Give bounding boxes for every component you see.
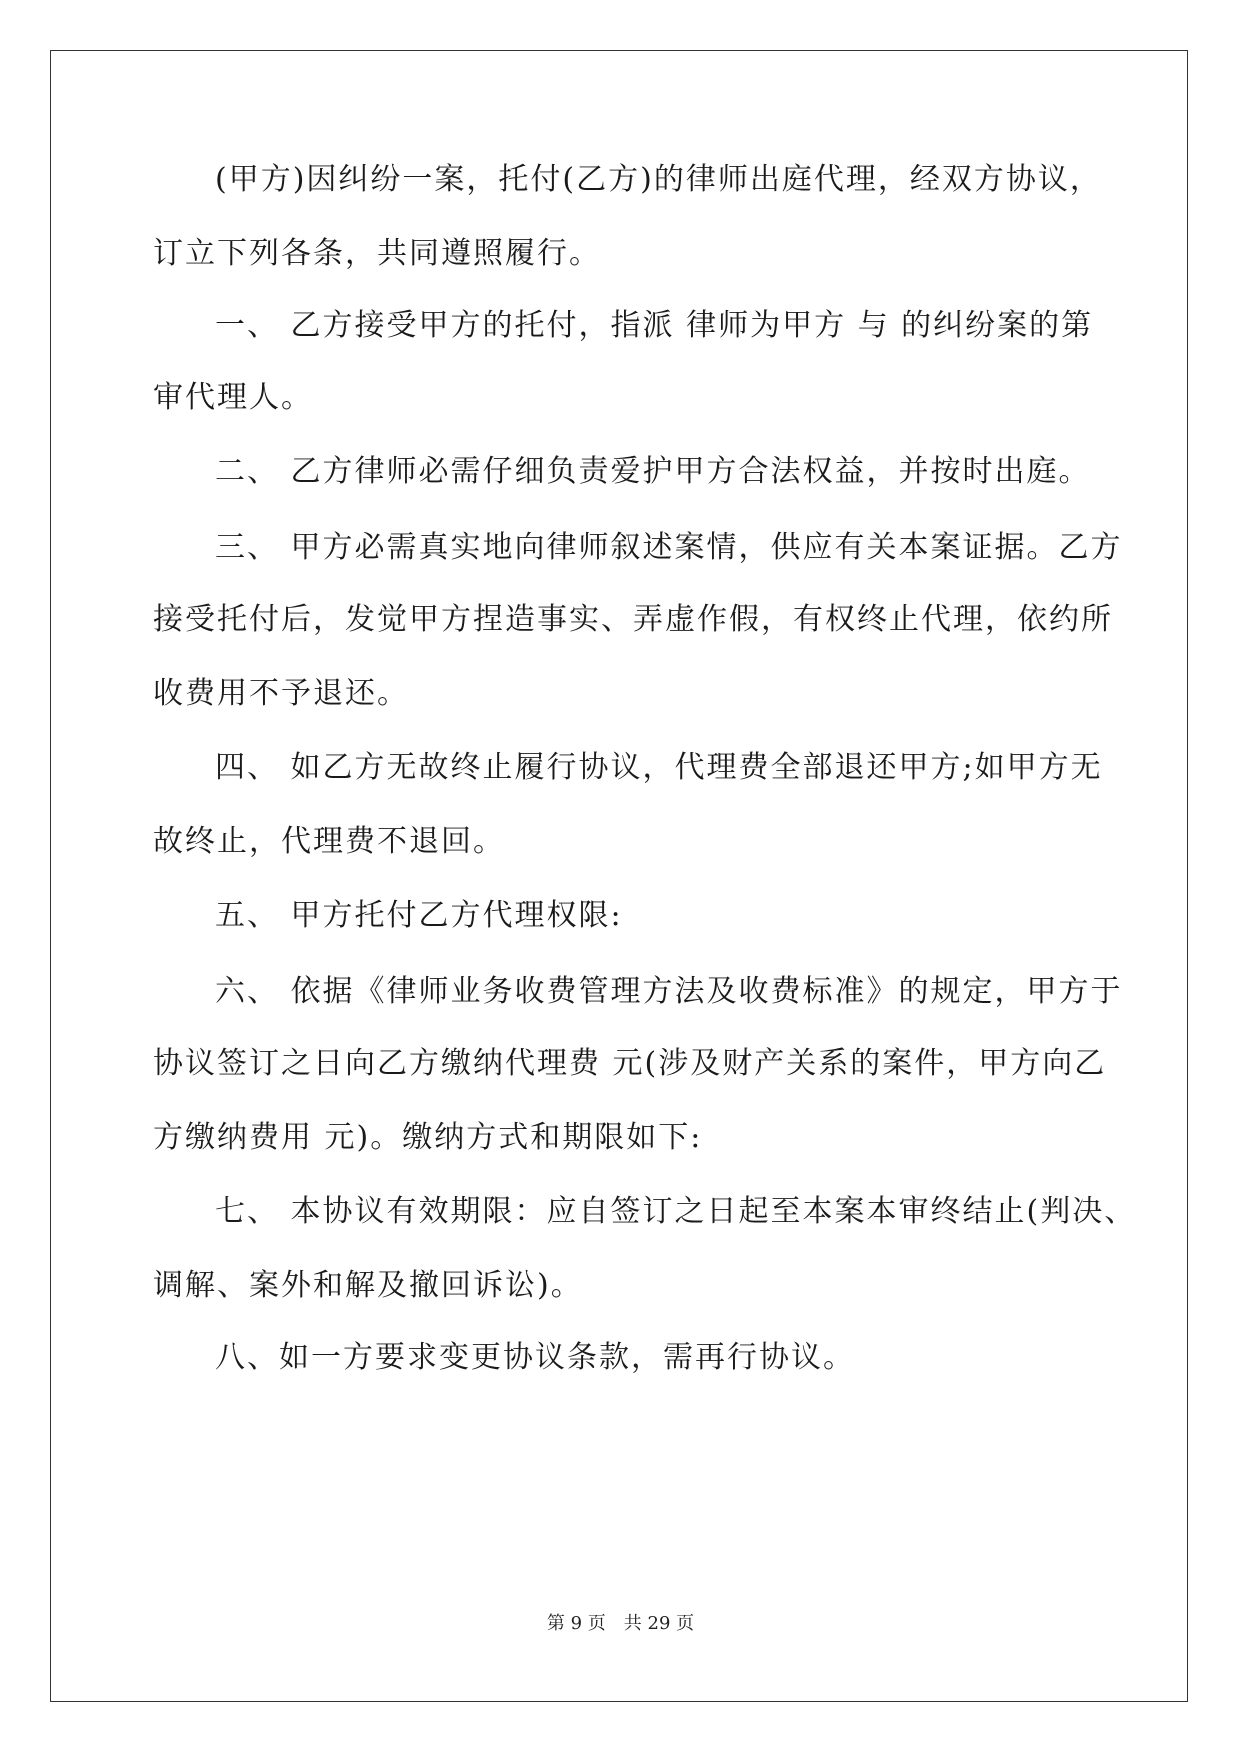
page-number: 第 9 页 共 29 页 xyxy=(546,1613,695,1634)
text-line: 二、 乙方律师必需仔细负责爱护甲方合法权益，并按时出庭。 xyxy=(215,454,1091,489)
text-line: 审代理人。 xyxy=(153,380,313,415)
text-line: 六、 依据《律师业务收费管理方法及收费标准》的规定，甲方于 xyxy=(215,974,1123,1009)
text-line: (甲方)因纠纷一案，托付(乙方)的律师出庭代理，经双方协议， xyxy=(215,162,1102,197)
text-line: 收费用不予退还。 xyxy=(153,676,409,711)
text-line: 故终止，代理费不退回。 xyxy=(153,824,505,859)
text-line: 接受托付后，发觉甲方捏造事实、弄虚作假，有权终止代理，依约所 xyxy=(153,602,1113,637)
text-line: 协议签订之日向乙方缴纳代理费 元(涉及财产关系的案件，甲方向乙 xyxy=(153,1046,1107,1081)
text-line: 八、如一方要求变更协议条款，需再行协议。 xyxy=(215,1340,855,1375)
text-line: 订立下列各条，共同遵照履行。 xyxy=(153,236,601,271)
text-line: 调解、案外和解及撤回诉讼)。 xyxy=(153,1268,583,1303)
page-border xyxy=(50,50,1188,1702)
text-line: 一、 乙方接受甲方的托付，指派 律师为甲方 与 的纠纷案的第 xyxy=(215,308,1094,343)
text-line: 方缴纳费用 元)。缴纳方式和期限如下: xyxy=(153,1120,703,1155)
text-line: 五、 甲方托付乙方代理权限: xyxy=(215,898,623,933)
text-line: 四、 如乙方无故终止履行协议，代理费全部退还甲方;如甲方无 xyxy=(215,750,1103,785)
text-line: 三、 甲方必需真实地向律师叙述案情，供应有关本案证据。乙方 xyxy=(215,530,1123,565)
text-line: 七、 本协议有效期限：应自签订之日起至本案本审终结止(判决、 xyxy=(215,1194,1137,1229)
